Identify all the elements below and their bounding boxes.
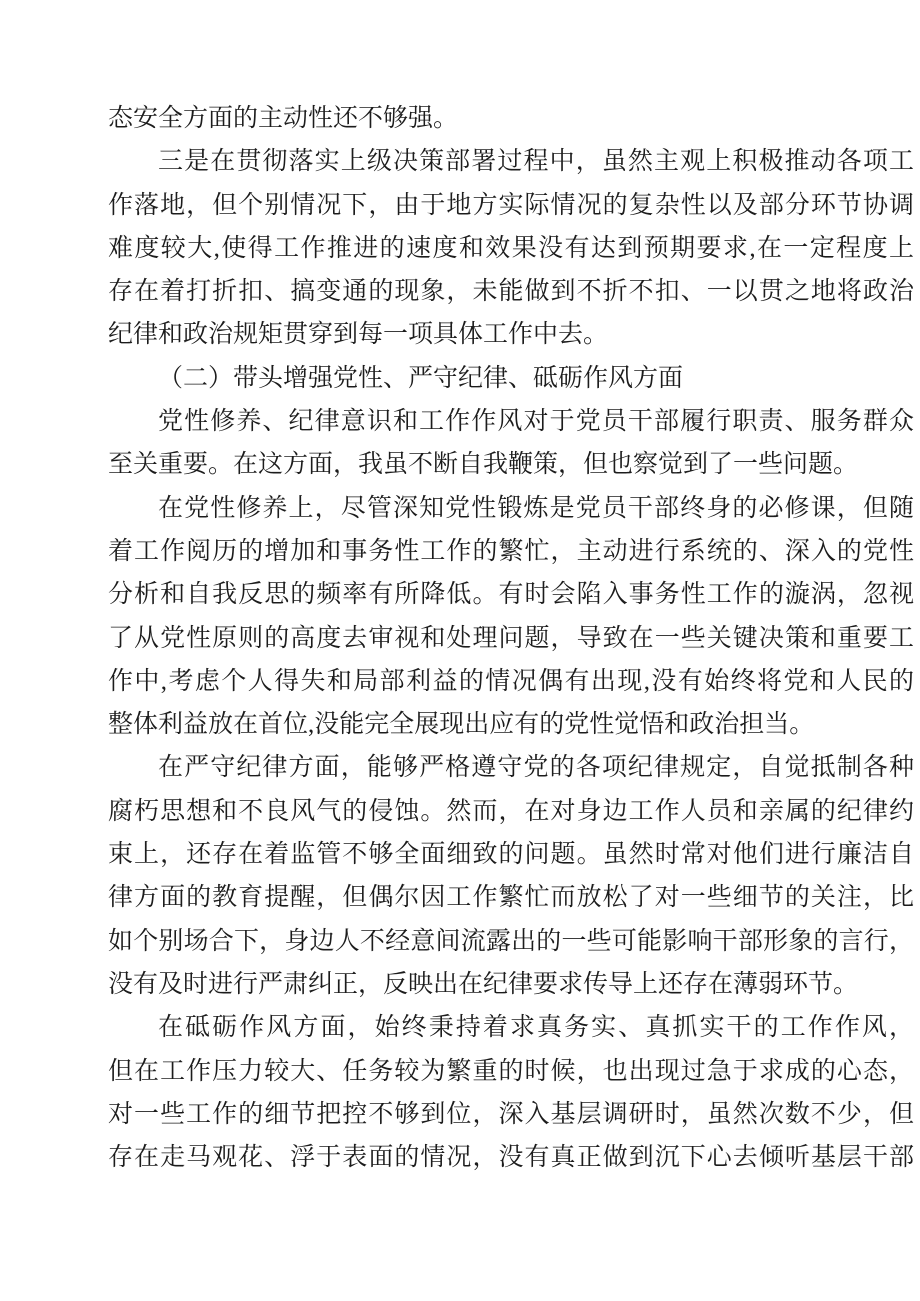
text-line: 腐朽思想和不良风气的侵蚀。然而，在对身边工作人员和亲属的纪律约: [108, 797, 914, 825]
text-line: 着工作阅历的增加和事务性工作的繁忙，主动进行系统的、深入的党性: [108, 537, 914, 565]
text-line: 对一些工作的细节把控不够到位，深入基层调研时，虽然次数不少，但: [108, 1100, 914, 1128]
text-line: 律方面的教育提醒，但偶尔因工作繁忙而放松了对一些细节的关注，比: [108, 884, 914, 912]
text-line: 在严守纪律方面，能够严格遵守党的各项纪律规定，自觉抵制各种: [158, 754, 914, 782]
text-line: 分析和自我反思的频率有所降低。有时会陷入事务性工作的漩涡，忽视: [108, 581, 914, 609]
text-line: 党性修养、纪律意识和工作作风对于党员干部履行职责、服务群众: [158, 408, 914, 436]
text-line: 存在着打折扣、搞变通的现象，未能做到不折不扣、一以贯之地将政治: [108, 278, 914, 306]
text-line: 存在走马观花、浮于表面的情况，没有真正做到沉下心去倾听基层干部: [108, 1144, 914, 1172]
text-line: 难度较大,使得工作推进的速度和效果没有达到预期要求,在一定程度上: [108, 234, 914, 262]
text-line: 作中,考虑个人得失和局部利益的情况偶有出现,没有始终将党和人民的: [108, 667, 914, 695]
text-line: 态安全方面的主动性还不够强。: [108, 105, 459, 132]
text-line: 在党性修养上，尽管深知党性锻炼是党员干部终身的必修课，但随: [158, 494, 914, 522]
text-line: 整体利益放在首位,没能完全展现出应有的党性觉悟和政治担当。: [108, 711, 815, 739]
text-line: 如个别场合下，身边人不经意间流露出的一些可能影响干部形象的言行，: [108, 927, 914, 955]
text-line: 了从党性原则的高度去审视和处理问题，导致在一些关键决策和重要工: [108, 624, 914, 652]
text-line: 至关重要。在这方面，我虽不断自我鞭策，但也察觉到了一些问题。: [108, 451, 859, 479]
section-heading: （二）带头增强党性、严守纪律、砥砺作风方面: [158, 364, 684, 392]
text-line: 束上，还存在着监管不够全面细致的问题。虽然时常对他们进行廉洁自: [108, 841, 914, 869]
text-line: 没有及时进行严肃纠正，反映出在纪律要求传导上还存在薄弱环节。: [108, 970, 859, 998]
document-body: [108, 97, 914, 1179]
text-line: 但在工作压力较大、任务较为繁重的时候，也出现过急于求成的心态，: [108, 1057, 914, 1085]
text-line: 纪律和政治规矩贯穿到每一项具体工作中去。: [108, 321, 609, 349]
text-line: 在砥砺作风方面，始终秉持着求真务实、真抓实干的工作作风，: [158, 1014, 914, 1042]
text-line: 作落地，但个别情况下，由于地方实际情况的复杂性以及部分环节协调: [108, 191, 914, 219]
text-line: 三是在贯彻落实上级决策部署过程中，虽然主观上积极推动各项工: [158, 148, 914, 176]
